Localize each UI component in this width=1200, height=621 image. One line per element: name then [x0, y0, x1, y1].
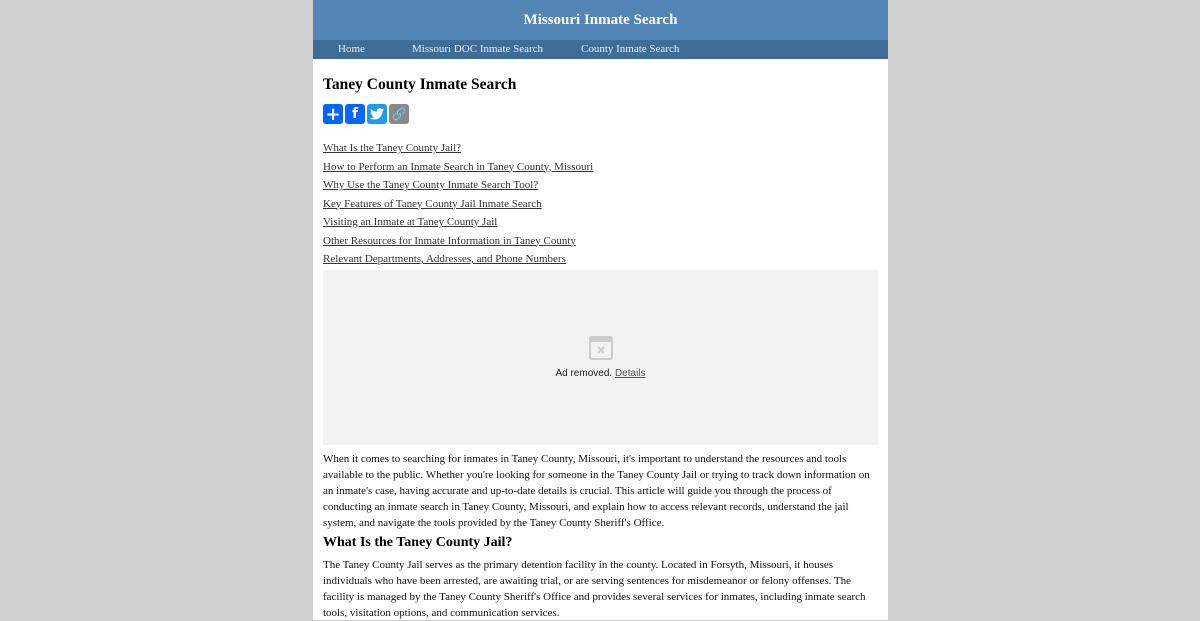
copy-link-icon[interactable]: 🔗 — [389, 104, 409, 124]
nav-bar — [313, 40, 888, 59]
nav-missouri-doc[interactable]: Missouri DOC Inmate Search — [412, 43, 544, 55]
facebook-icon[interactable]: f — [345, 104, 365, 124]
toc-link[interactable]: What Is the Taney County Jail? — [323, 142, 462, 154]
plus-icon[interactable]: + — [323, 104, 343, 124]
table-of-contents — [323, 142, 878, 272]
twitter-icon[interactable] — [367, 104, 387, 124]
toc-link[interactable]: Key Features of Taney County Jail Inmate Search — [323, 197, 542, 210]
share-buttons — [323, 104, 878, 124]
ad-details-link[interactable]: Details — [614, 367, 646, 379]
ad-removed-text: Ad removed. — [555, 367, 613, 379]
toc-link[interactable]: How to Perform an Inmate Search in Taney County, Missouri — [323, 160, 594, 173]
page-container — [313, 0, 888, 620]
ad-placeholder — [323, 270, 878, 445]
site-title[interactable]: Missouri Inmate Search — [313, 0, 888, 40]
section-paragraph: The Taney County Jail serves as the primary detention facility in the county. Located in Forsyth, Missouri, it houses individuals who have been arrested, are awaiting trial, or are serving sentences for misdemeanor or felony offenses. The facility is managed by the Taney County Sheriff's Office and provides several services for inmates, including inmate search tools, visitation options, and communication services. — [323, 558, 866, 619]
intro-paragraph: When it comes to searching for inmates in Taney County, Missouri, it's important to understand the resources and tools available to the public. Whether you're looking for someone in the Taney County Jail or trying to track down information on an inmate's case, having accurate and up-to-date details is crucial. This article will guide you through the process of conducting an inmate search in Taney County, Missouri, and explain how to access relevant records, understand the jail system, and navigate the tools provided by the Taney County Sheriff's Office. — [323, 452, 870, 529]
nav-county[interactable]: County Inmate Search — [581, 43, 680, 55]
page-title: Taney County Inmate Search — [323, 76, 517, 93]
toc-link[interactable]: Relevant Departments, Addresses, and Phone Numbers — [323, 253, 566, 265]
toc-link[interactable]: Why Use the Taney County Inmate Search Tool? — [323, 179, 539, 191]
ad-removed-icon — [589, 336, 613, 360]
toc-link[interactable]: Other Resources for Inmate Information in Taney County — [323, 234, 576, 247]
section-heading: What Is the Taney County Jail? — [323, 534, 513, 550]
nav-home[interactable]: Home — [338, 43, 365, 55]
toc-link[interactable]: Visiting an Inmate at Taney County Jail — [323, 216, 498, 228]
